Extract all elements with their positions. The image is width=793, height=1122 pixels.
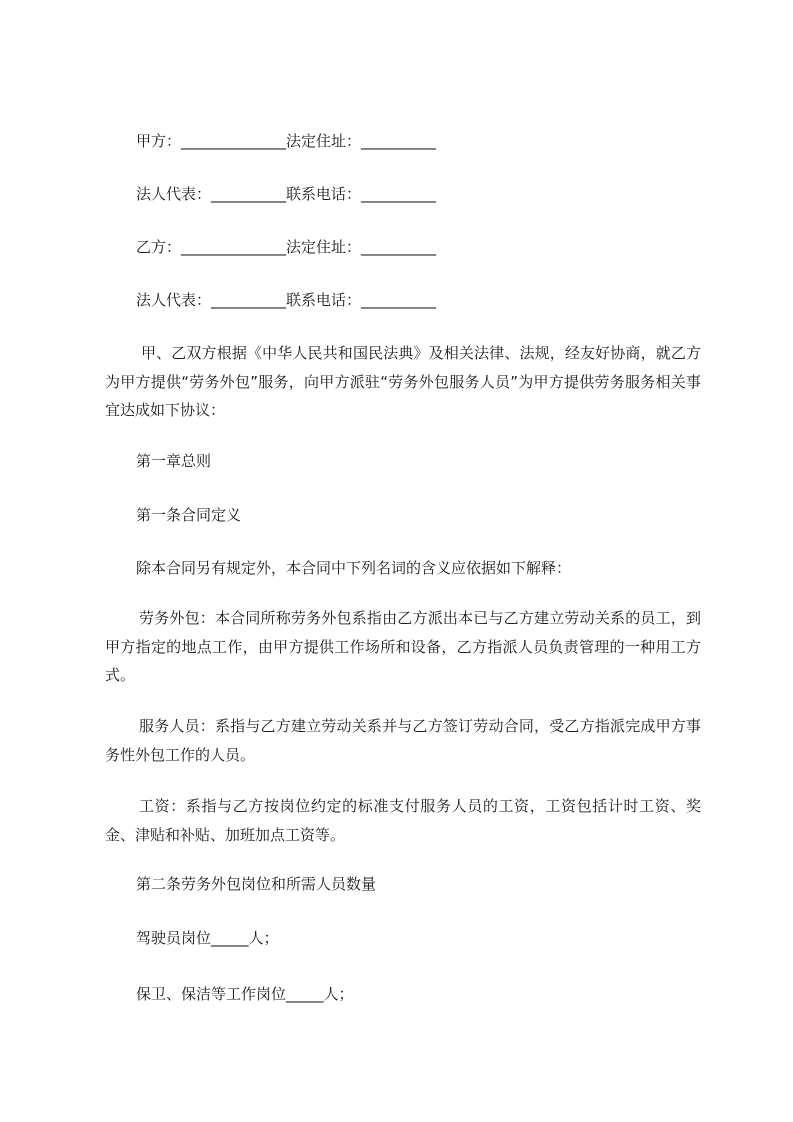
chapter-heading: 第一章总则 [136,452,212,470]
definition-wage: 工资：系指与乙方按岗位约定的标准支付服务人员的工资，工资包括计时工资、奖金、津贴和补贴、加班加点工资等。 [105,797,701,844]
party-a-line: 甲方：______________法定住址：__________ [136,132,437,150]
post-security-line: 保卫、保洁等工作岗位_____人； [136,985,354,1003]
definition-staff: 服务人员：系指与乙方建立劳动关系并与乙方签订劳动合同，受乙方指派完成甲方事务性外包工作的人员。 [105,717,701,764]
intro-paragraph: 甲、乙双方根据《中华人民共和国民法典》及相关法律、法规，经友好协商，就乙方为甲方提供“劳务外包”服务，向甲方派驻“劳务外包服务人员”为甲方提供劳务服务相关事宜达成如下协议： [105,344,701,419]
definition-outsourcing: 劳务外包：本合同所称劳务外包系指由乙方派出本已与乙方建立劳动关系的员工，到甲方指定的地点工作，由甲方提供工作场所和设备，乙方指派人员负责管理的一种用工方式。 [105,609,701,684]
party-a-rep-line: 法人代表：__________联系电话：__________ [136,185,437,203]
article-1-lead: 除本合同另有规定外，本合同中下列名词的含义应依据如下解释： [136,559,572,577]
party-b-rep-line: 法人代表：__________联系电话：__________ [136,291,437,309]
article-2-heading: 第二条劳务外包岗位和所需人员数量 [136,875,377,893]
post-driver-line: 驾驶员岗位_____人； [136,929,279,947]
article-1-heading: 第一条合同定义 [136,506,242,524]
party-b-line: 乙方：______________法定住址：__________ [136,238,437,256]
